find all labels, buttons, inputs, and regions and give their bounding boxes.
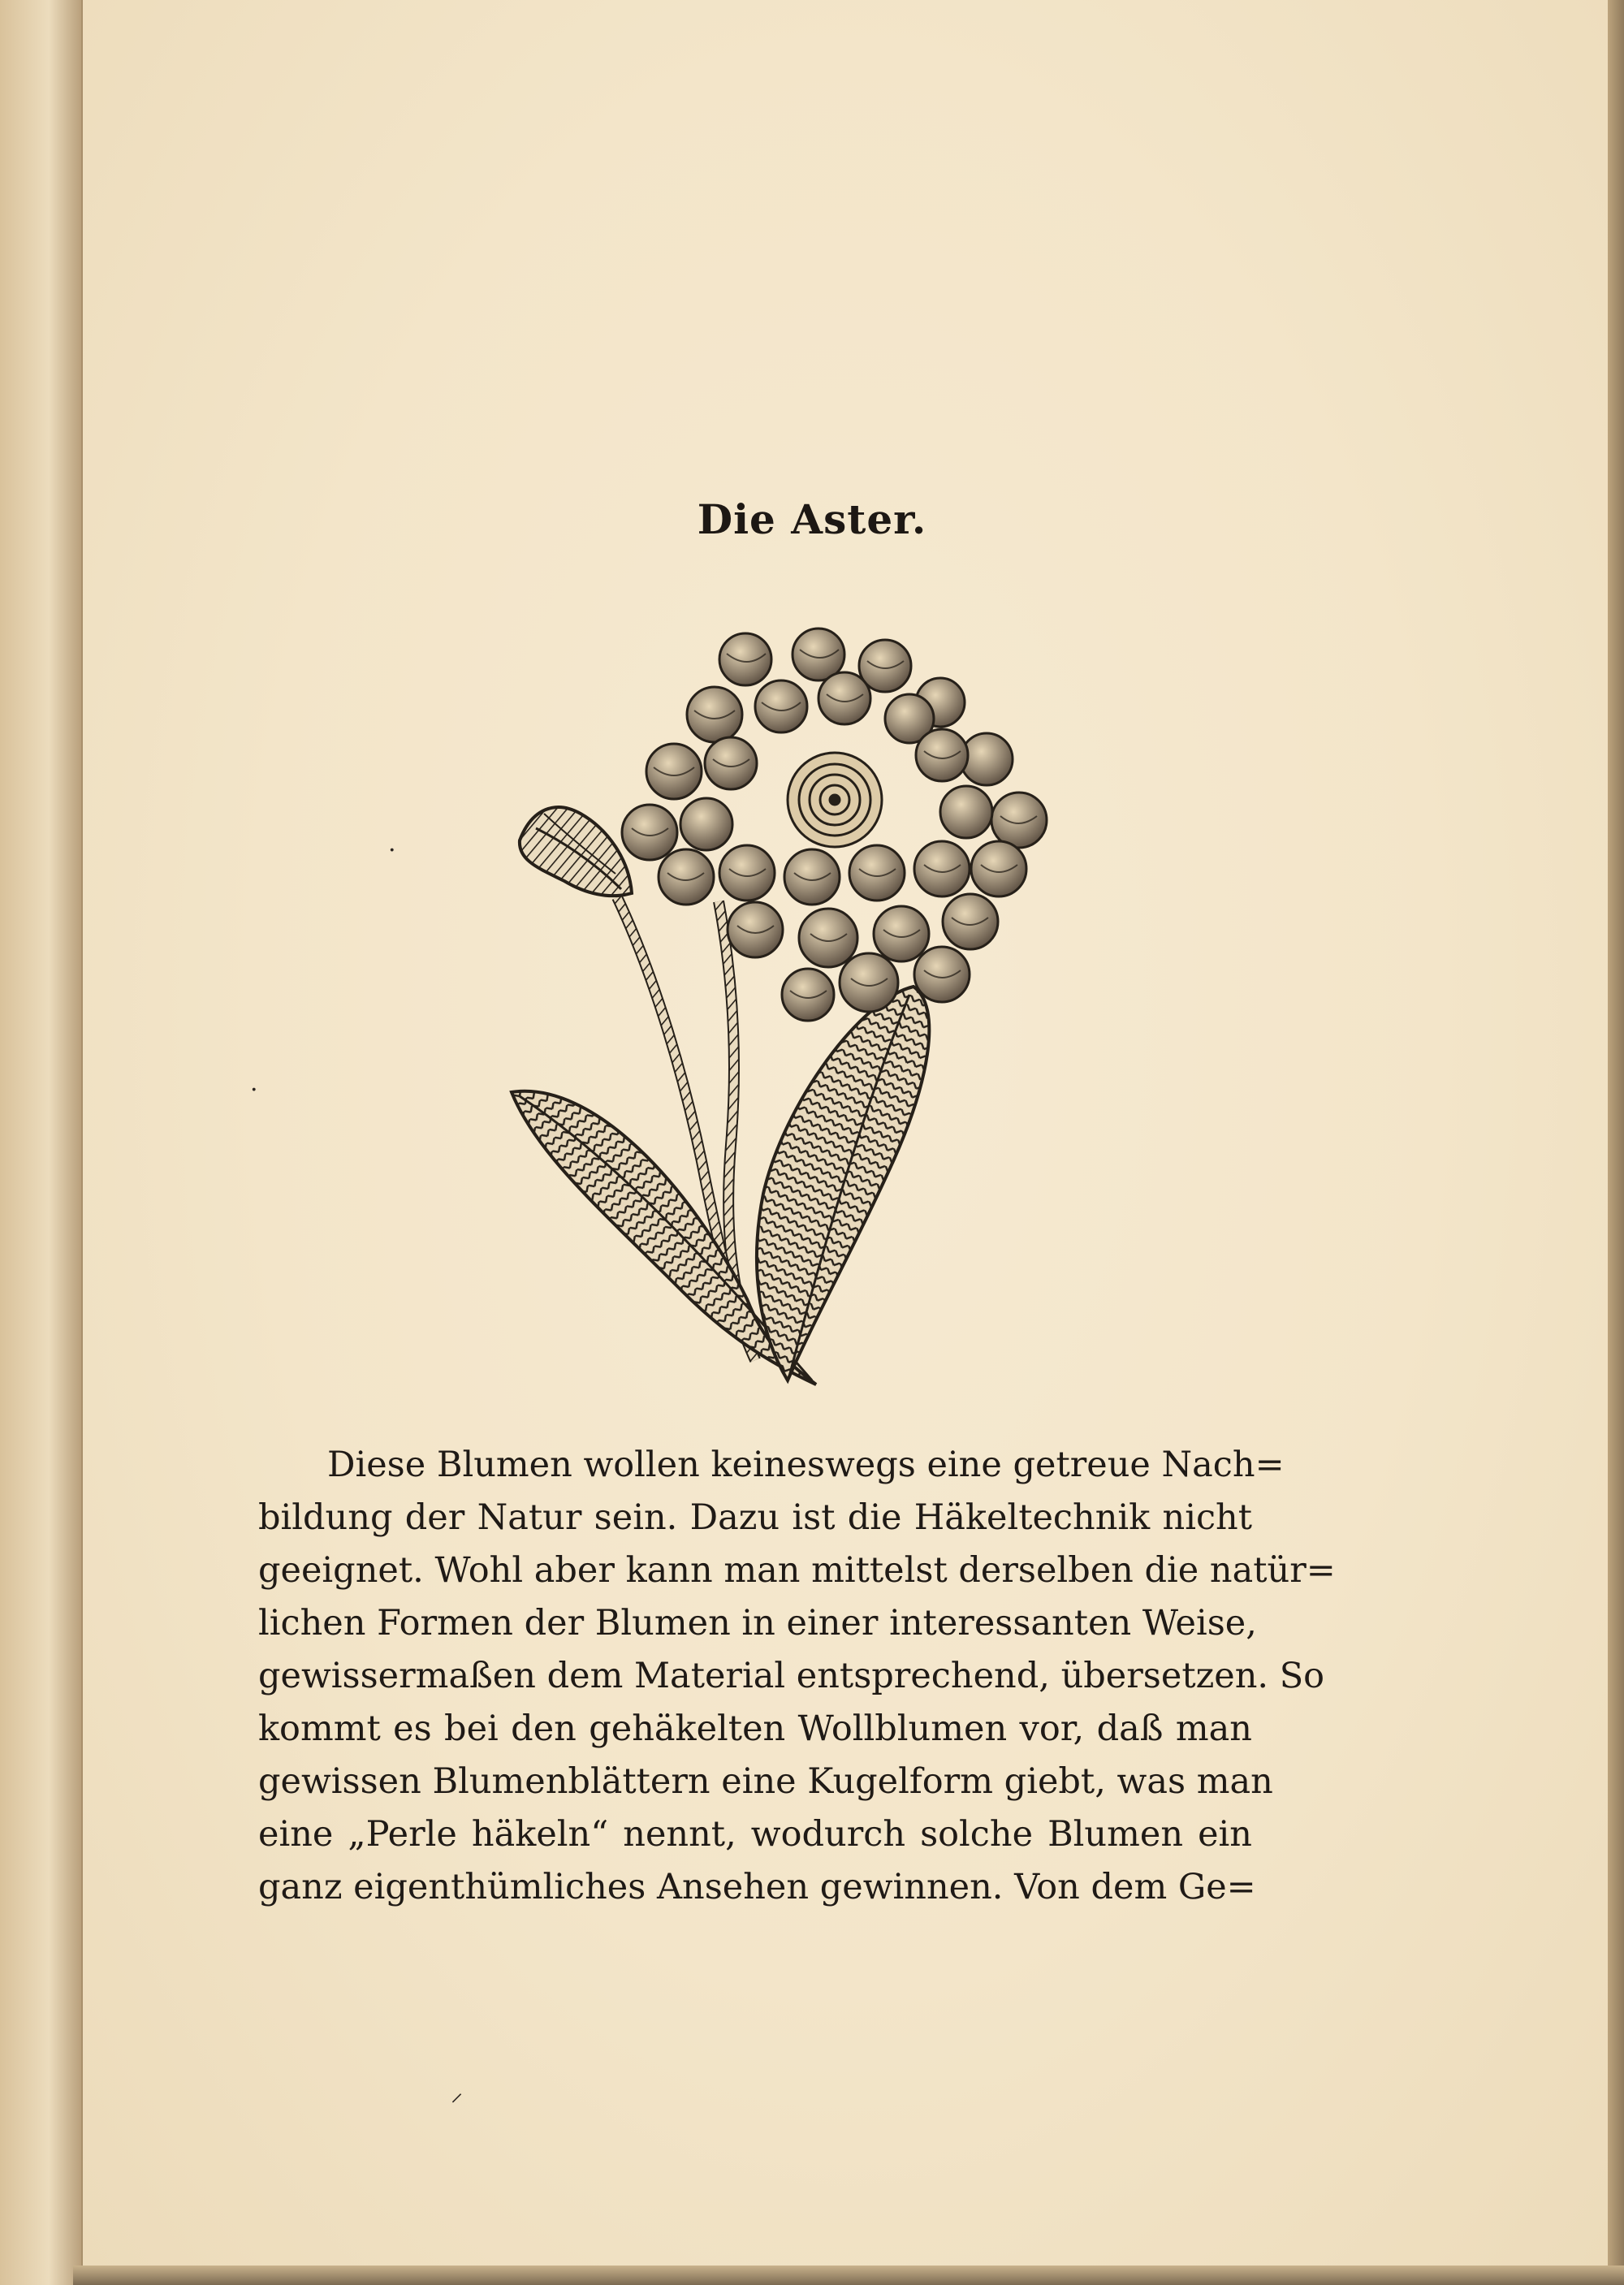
text-line: lichen Formen der Blumen in einer interessanten Weise, (258, 1603, 1257, 1644)
ink-speck: · (388, 836, 396, 865)
text-line: gewissen Blumenblättern eine Kugelform giebt, was man (258, 1761, 1273, 1802)
text-line: Diese Blumen wollen keineswegs eine getreue Nach= (327, 1445, 1285, 1485)
aster-illustration (487, 625, 1104, 1389)
body-paragraph (258, 1439, 1336, 1914)
text-line: eine „Perle häkeln“ nennt, wodurch solche Blumen ein (258, 1814, 1252, 1855)
text-line: kommt es bei den gehäkelten Wollblumen vor, daß man (258, 1708, 1252, 1749)
ink-speck: · (250, 1076, 258, 1104)
text-line: gewissermaßen dem Material entsprechend, übersetzen. So (258, 1656, 1325, 1696)
text-line: geeignet. Wohl aber kann man mittelst derselben die natür= (258, 1550, 1336, 1591)
flower-head (622, 628, 1047, 1021)
page-title: Die Aster. (697, 495, 927, 543)
ink-speck: ⸝ (451, 2079, 463, 2107)
left-page-edge (0, 0, 83, 2285)
text-line: ganz eigenthümliches Ansehen gewinnen. Von dem Ge= (258, 1867, 1256, 1907)
text-line: bildung der Natur sein. Dazu ist die Häkeltechnik nicht (258, 1497, 1252, 1538)
bottom-book-edge (73, 2266, 1624, 2285)
right-book-edge (1608, 0, 1624, 2285)
